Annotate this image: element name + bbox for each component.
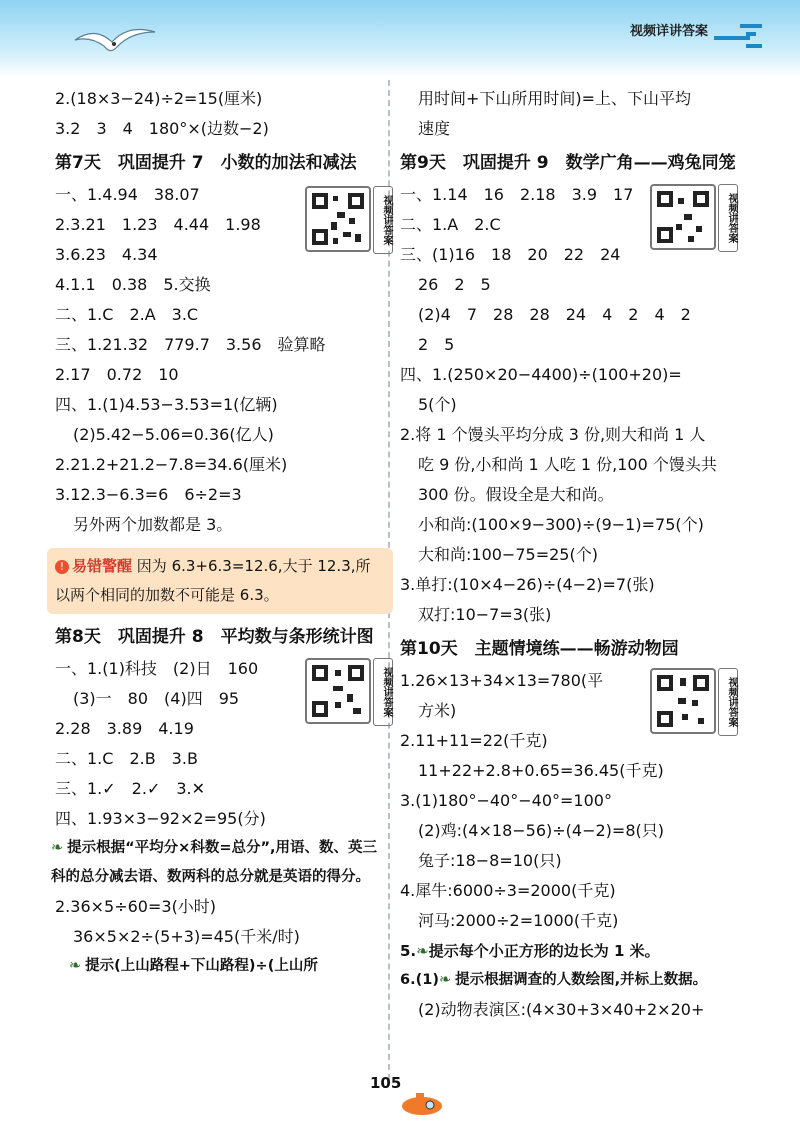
- answer-line: 2.3.21 1.23 4.44 1.98: [55, 215, 261, 234]
- right-column: [400, 84, 740, 1025]
- answer-line: (2)5.42−5.06=0.36(亿人): [73, 425, 274, 444]
- section-title-day9: 第9天 巩固提升 9 数学广角——鸡兔同笼: [400, 153, 736, 173]
- section-title-day7: 第7天 巩固提升 7 小数的加法和减法: [55, 153, 357, 173]
- qr-label: 视频讲答案: [373, 658, 393, 726]
- answer-line: 5(个): [418, 395, 457, 414]
- answer-line: 三、(1)16 18 20 22 24: [400, 245, 621, 264]
- answer-line: (2)动物表演区:(4×30+3×40+2×20+: [418, 1000, 705, 1019]
- answer-line: 二、1.C 2.A 3.C: [55, 305, 199, 324]
- answer-line: 一、1.14 16 2.18 3.9 17: [400, 185, 634, 204]
- alert-icon: !: [55, 560, 69, 574]
- answer-line: 双打:10−7=3(张): [418, 605, 552, 624]
- answer-line: 二、1.A 2.C: [400, 215, 501, 234]
- answer-line: 3.12.3−6.3=6 6÷2=3: [55, 485, 242, 504]
- answer-line: 四、1.93×3−92×2=95(分): [55, 809, 266, 828]
- hint-block: 6.(1)❧ 提示根据调查的人数绘图,并标上数据。: [400, 972, 708, 988]
- hint-block: [55, 952, 395, 981]
- qr-label: 视频讲答案: [718, 184, 738, 252]
- hint-text: 提示根据调查的人数绘图,并标上数据。: [455, 972, 708, 988]
- answer-line: 3.单打:(10×4−26)÷(4−2)=7(张): [400, 575, 655, 594]
- answer-line: 36×5×2÷(5+3)=45(千米/时): [73, 927, 300, 946]
- leaf-icon: ❧: [69, 958, 82, 974]
- answer-line: 一、1.(1)科技 (2)日 160: [55, 659, 259, 678]
- answer-line: 速度: [418, 119, 451, 138]
- header-swoosh-icon: [710, 16, 770, 56]
- answer-line: 26 2 5: [418, 275, 491, 294]
- answer-line: 一、1.4.94 38.07: [55, 185, 200, 204]
- answer-line: 3.2 3 4 180°×(边数−2): [55, 119, 269, 138]
- answer-line: 兔子:18−8=10(只): [418, 851, 562, 870]
- section-title-day8: 第8天 巩固提升 8 平均数与条形统计图: [55, 627, 374, 647]
- mistake-alert-box: [47, 548, 393, 614]
- video-answer-label: 视频详讲答案: [629, 24, 708, 39]
- answer-line: 2.17 0.72 10: [55, 365, 179, 384]
- left-column: [51, 84, 395, 981]
- answer-line: 2.36×5÷60=3(小时): [55, 897, 217, 916]
- leaf-icon: ❧: [416, 942, 429, 960]
- answer-line: 2.将 1 个馒头平均分成 3 份,则大和尚 1 人: [400, 425, 706, 444]
- answer-line: 2 5: [418, 335, 455, 354]
- answer-line: 二、1.C 2.B 3.B: [55, 749, 198, 768]
- hint-line: 5.❧提示每个小正方形的边长为 1 米。: [400, 942, 660, 960]
- answer-line: 方米): [418, 701, 457, 720]
- leaf-icon: ❧: [438, 972, 452, 988]
- answer-line: 300 份。假设全是大和尚。: [418, 485, 614, 504]
- hint-block: [51, 834, 381, 892]
- answer-line: 大和尚:100−75=25(个): [418, 545, 598, 564]
- answer-line: 四、1.(250×20−4400)÷(100+20)=: [400, 365, 682, 384]
- answer-line: 2.28 3.89 4.19: [55, 719, 194, 738]
- section-title-day10: 第10天 主题情境练——畅游动物园: [400, 639, 679, 659]
- answer-line: 另外两个加数都是 3。: [73, 515, 233, 534]
- qr-label: 视频讲答案: [373, 186, 393, 254]
- leaf-icon: ❧: [51, 840, 64, 856]
- answer-line: (2)鸡:(4×18−56)÷(4−2)=8(只): [418, 821, 664, 840]
- answer-line: 2.(18×3−24)÷2=15(厘米): [55, 89, 263, 108]
- answer-line: 1.26×13+34×13=780(平: [400, 671, 604, 690]
- answer-line: 3.(1)180°−40°−40°=100°: [400, 791, 612, 810]
- answer-line: 小和尚:(100×9−300)÷(9−1)=75(个): [418, 515, 704, 534]
- answer-line: 河马:2000÷2=1000(千克): [418, 911, 619, 930]
- answer-line: (2)4 7 28 28 24 4 2 4 2: [418, 305, 691, 324]
- answer-line: 4.1.1 0.38 5.交换: [55, 275, 211, 294]
- seagull-icon: [70, 18, 160, 58]
- answer-line: 四、1.(1)4.53−3.53=1(亿辆): [55, 395, 278, 414]
- answer-line: 4.犀牛:6000÷3=2000(千克): [400, 881, 616, 900]
- answer-line: 三、1.✓ 2.✓ 3.✕: [55, 779, 206, 798]
- answer-line: 3.6.23 4.34: [55, 245, 158, 264]
- qr-label: 视频讲答案: [718, 668, 738, 736]
- hint-text: 提示(上山路程+下山路程)÷(上山所: [85, 958, 318, 974]
- answer-line: 吃 9 份,小和尚 1 人吃 1 份,100 个馒头共: [418, 455, 717, 474]
- hint-text: 提示每个小正方形的边长为 1 米。: [428, 942, 660, 960]
- answer-line: 2.11+11=22(千克): [400, 731, 548, 750]
- alert-tag: 易错警醒: [72, 557, 133, 575]
- hint-text: 提示根据“平均分×科数=总分”,用语、数、英三科的总分减去语、数两科的总分就是英语的得分。: [51, 840, 378, 885]
- page-header: [0, 0, 800, 78]
- submarine-icon: [400, 1090, 444, 1118]
- answer-line: (3)一 80 (4)四 95: [73, 689, 240, 708]
- page-number: 105: [370, 1074, 402, 1092]
- alert-text: 因为 6.3+6.3=12.6,大于 12.3,所以两个相同的加数不可能是 6.3。: [55, 557, 371, 604]
- answer-line: 三、1.21.32 779.7 3.56 验算略: [55, 335, 326, 354]
- answer-line: 用时间+下山所用时间)=上、下山平均: [418, 89, 692, 108]
- answer-line: 11+22+2.8+0.65=36.45(千克): [418, 761, 664, 780]
- answer-line: 2.21.2+21.2−7.8=34.6(厘米): [55, 455, 288, 474]
